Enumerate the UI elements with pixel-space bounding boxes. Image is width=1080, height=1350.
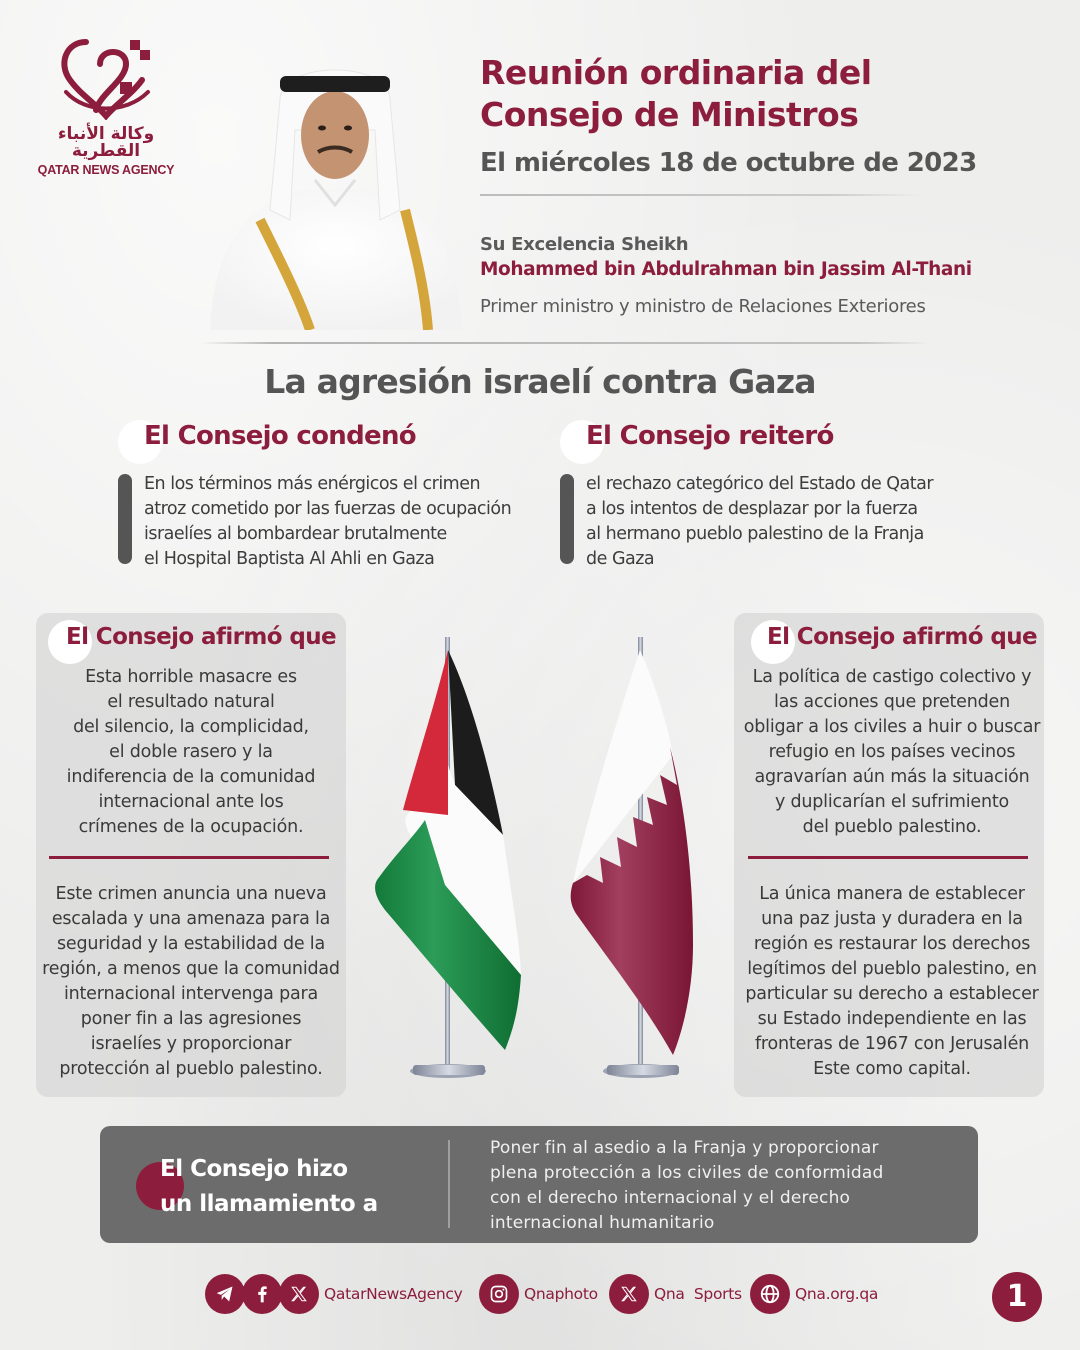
section-divider (200, 342, 930, 344)
social-qnaphoto[interactable] (479, 1274, 598, 1314)
social-label[interactable]: Qna Sports (654, 1285, 742, 1303)
palestine-flag (375, 637, 521, 1078)
qna-logo (36, 34, 176, 177)
x-icon[interactable] (609, 1274, 649, 1314)
card-left-paragraph-1: Esta horrible masacre es el resultado natural del silencio, la complicidad, el doble rasero y la indiferencia de la comunidad internacional ante los crímenes de la ocupación. (66, 667, 316, 837)
card-heading-right: El Consejo afirmó que (767, 624, 1038, 650)
card-left-paragraph-2: Este crimen anuncia una nueva escalada y una amenaza para la seguridad y la estabilidad de la región, a menos que la comunidad internacional intervenga para poner fin a las agresiones israelíes y proporcionar protección al pueblo palestino. (42, 884, 340, 1079)
social-website[interactable] (750, 1274, 878, 1314)
quote-bar (118, 474, 132, 564)
column-body-reiterated: el rechazo categórico del Estado de Qatar a los intentos de desplazar por la fuerza al hermano pueblo palestino de la Franja de Gaza (586, 474, 934, 569)
column-heading-reiterated: El Consejo reiteró (586, 421, 834, 451)
logo-english-text: QATAR NEWS AGENCY (37, 163, 175, 177)
social-label[interactable]: QatarNewsAgency (324, 1285, 463, 1303)
card-divider (49, 856, 329, 859)
page-number-badge: 1 (992, 1272, 1042, 1322)
section-title: La agresión israelí contra Gaza (264, 362, 816, 401)
card-divider (748, 856, 1028, 859)
call-body: Poner fin al asedio a la Franja y proporcionar plena protección a los civiles de conformidad con el derecho internacional y el derecho internacional humanitario (490, 1138, 884, 1233)
minister-portrait (200, 40, 470, 330)
x-icon[interactable] (279, 1274, 319, 1314)
honorific: Su Excelencia Sheikh (480, 234, 689, 255)
meeting-title-line1: Reunión ordinaria del (480, 53, 872, 92)
qatar-flag (571, 637, 693, 1078)
call-heading: El Consejo hizo un llamamiento a (160, 1156, 378, 1217)
column-heading-condemned: El Consejo condenó (144, 421, 416, 451)
social-label[interactable]: Qnaphoto (524, 1285, 598, 1303)
quote-bar (560, 474, 574, 564)
instagram-icon[interactable] (479, 1274, 519, 1314)
meeting-title-line2: Consejo de Ministros (480, 95, 859, 134)
facebook-icon[interactable] (242, 1274, 282, 1314)
card-heading-left: El Consejo afirmó que (66, 624, 337, 650)
telegram-icon[interactable] (205, 1274, 245, 1314)
social-label[interactable]: Qna.org.qa (795, 1285, 879, 1303)
meeting-title (480, 52, 872, 136)
qna-emblem-icon (56, 34, 156, 120)
column-body-condemned: En los términos más enérgicos el crimen atroz cometido por las fuerzas de ocupación israelíes al bombardear brutalmente el Hospital Baptista Al Ahli en Gaza (144, 474, 512, 569)
social-qatarnewsagency[interactable] (205, 1274, 463, 1314)
card-right-paragraph-2: La única manera de establecer una paz justa y duradera en la región es restaurar los derechos legítimos del pueblo palestino, en particular su derecho a establecer su Estado independiente en las fronteras de 1967 con Jerusalén Este como capital. (745, 884, 1039, 1079)
call-divider (448, 1140, 450, 1228)
social-qnasports[interactable] (609, 1274, 742, 1314)
flags-illustration (355, 625, 725, 1095)
meeting-date: El miércoles 18 de octubre de 2023 (480, 148, 977, 178)
card-right-paragraph-1: La política de castigo colectivo y las acciones que pretenden obligar a los civiles a huir o buscar refugio en los países vecinos agravarían aún más la situación y duplicarían el sufrimiento del pueblo palestino. (743, 667, 1041, 837)
logo-arabic-text: وكالة الأنباء القطرية (57, 124, 155, 161)
header-divider (480, 194, 920, 196)
minister-role: Primer ministro y ministro de Relaciones Exteriores (480, 296, 926, 317)
minister-name: Mohammed bin Abdulrahman bin Jassim Al-Thani (480, 259, 972, 280)
globe-icon[interactable] (750, 1274, 790, 1314)
